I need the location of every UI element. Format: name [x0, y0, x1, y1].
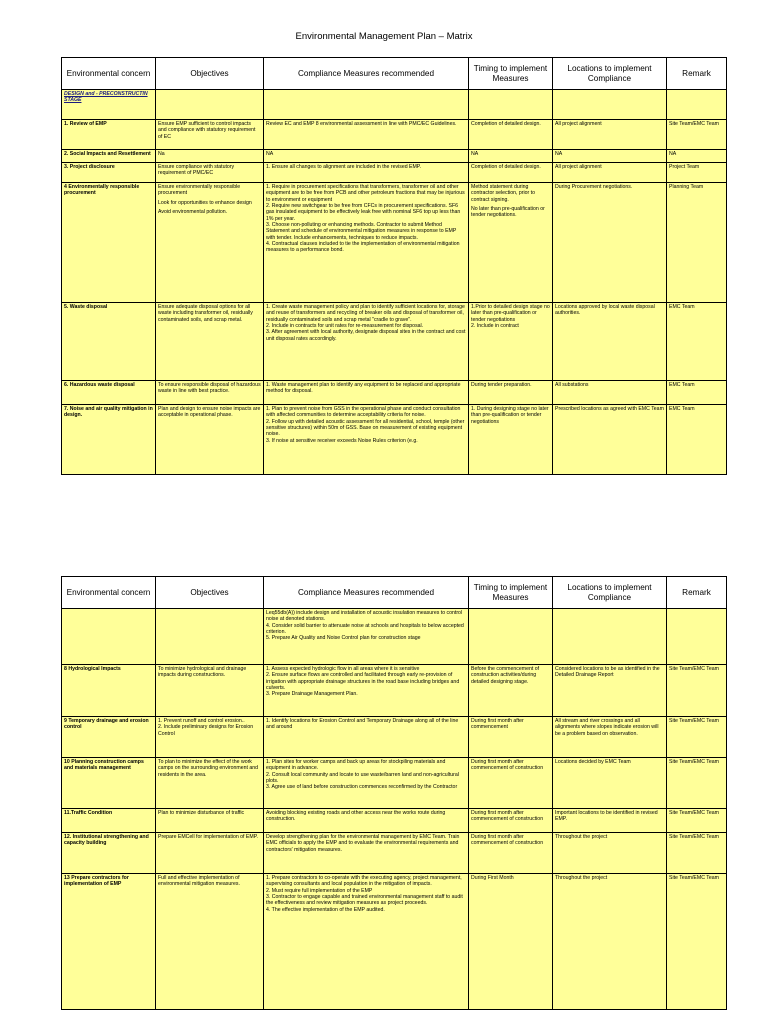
location-cell — [553, 717, 667, 758]
timing-cell — [469, 405, 553, 475]
timing-line: NA — [471, 151, 479, 157]
remark-line: EMC Team — [669, 382, 695, 388]
remark-cell — [667, 150, 727, 163]
measure-line: 4. Contractual clauses included to tie the implementation of environmental mitigation measures to a performance bond. — [266, 241, 460, 254]
location-line: All stream and river crossings and all alignments where slopes indicate erosion will be a problem based on observation. — [555, 718, 659, 737]
location-cell — [553, 874, 667, 1010]
objective-line: Plan to minimize disturbance of traffic — [158, 810, 245, 816]
objectives-cell — [156, 717, 264, 758]
objectives-cell — [156, 874, 264, 1010]
concern-cell: 8 Hydrological Impacts — [62, 665, 156, 717]
objective-line: 1. Prevent runoff and control erosion.. — [158, 718, 245, 724]
timing-cell — [469, 120, 553, 150]
remark-line: NA — [669, 151, 677, 157]
objectives-cell — [156, 381, 264, 405]
continued-measure-line: 4. Consider solid barrier to attenuate noise at schools and hospitals to below accepted criterion. — [266, 622, 464, 636]
header-objectives: Objectives — [156, 58, 264, 90]
concern-cell: 12. Institutional strengthening and capacity building — [62, 833, 156, 874]
remark-cell — [667, 758, 727, 809]
measures-cell — [264, 758, 469, 809]
measure-line: 3. Prepare Drainage Management Plan. — [266, 691, 358, 698]
objective-line: Ensure EMP sufficient to control impacts and compliance with statutory requirement of EC — [158, 121, 256, 140]
remark-cell — [667, 874, 727, 1010]
measure-line: 4. The effective implementation of the EMP audited. — [266, 906, 385, 913]
measures-cell — [264, 150, 469, 163]
remark-line: EMC Team — [669, 304, 695, 310]
measures-cell — [264, 833, 469, 874]
continued-measure-line: Leq55db(A)) include design and installation of acoustic insulation measures to control noise at denoted stations. — [266, 610, 463, 623]
objectives-cell — [156, 183, 264, 303]
objective-line: Ensure environmentally responsible procurement — [158, 184, 241, 197]
objectives-cell — [156, 150, 264, 163]
remark-cell — [667, 303, 727, 381]
location-cell — [553, 665, 667, 717]
timing-cell — [469, 381, 553, 405]
measure-line: 2. Ensure surface flows are controlled and facilitated through early re-provision of irrigation with appropriate drainage structures in the road base including bridges and culverts. — [266, 672, 460, 692]
measure-line: 2. Follow up with detailed acoustic assessment for all residential, school, temple (other sensitive structures) within 50m of GSS. Base on measurement of existing equipment noise. — [266, 418, 465, 438]
remark-cell — [667, 809, 727, 833]
document-title: Environmental Management Plan – Matrix — [295, 31, 473, 42]
measures-cell — [264, 120, 469, 150]
header-concern: Environmental concern — [62, 577, 156, 609]
remark-cell — [667, 183, 727, 303]
table-row — [62, 665, 727, 717]
header-row — [62, 58, 727, 90]
continued-measures — [264, 609, 469, 665]
timing-line: During tender preparation. — [471, 382, 532, 388]
table-row — [62, 183, 727, 303]
location-cell — [553, 405, 667, 475]
concern-cell: 11.Traffic Condition — [62, 809, 156, 833]
location-line: During Procurement negotiations. — [555, 184, 633, 190]
table-row — [62, 303, 727, 381]
remark-cell — [667, 405, 727, 475]
remark-cell — [667, 833, 727, 874]
header-locations: Locations to implement Compliance — [553, 58, 667, 90]
location-line: All substations — [555, 382, 589, 388]
measure-line: 1. Plan sites for worker camps and back up areas for stockpiling materials and equipment in advance. — [266, 759, 446, 772]
table-row — [62, 833, 727, 874]
measure-line: 3. After agreement with local authority, designate disposal sites in the contract and cost unit disposal rates accordingly. — [266, 329, 466, 342]
concern-cell: 6. Hazardous waste disposal — [62, 381, 156, 405]
timing-line: No later than pre-qualification or tender negotiations. — [471, 206, 545, 219]
remark-line: Site Team/EMC Team — [669, 121, 719, 127]
timing-line: Before the commencement of construction activities/during detailed designing stage. — [471, 666, 540, 685]
objectives-cell — [156, 665, 264, 717]
location-cell — [553, 303, 667, 381]
table-row — [62, 381, 727, 405]
timing-cell — [469, 717, 553, 758]
objectives-cell — [156, 303, 264, 381]
location-line: Throughout the project — [555, 875, 608, 881]
remark-line: Site Team/EMC Team — [669, 759, 719, 765]
header-remark: Remark — [667, 577, 727, 609]
concern-cell: 2. Social Impacts and Resettlement — [62, 150, 156, 163]
remark-line: Site Team/EMC Team — [669, 718, 719, 724]
measures-cell — [264, 163, 469, 183]
measure-line: 3. Agree use of land before construction commences reconfirmed by the Contractor — [266, 784, 458, 791]
objective-line: Avoid environmental pollution. — [158, 209, 228, 216]
location-line: Prescribed locations as agreed with EMC Team — [555, 406, 664, 412]
location-cell — [553, 150, 667, 163]
remark-cell — [667, 381, 727, 405]
timing-line: 1.Prior to detailed design stage no later than pre-qualification or tender negotiations — [471, 304, 550, 323]
timing-line: 2. Include in contract — [471, 323, 519, 330]
timing-cell — [469, 809, 553, 833]
timing-cell — [469, 874, 553, 1010]
concern-cell: 4 Environmentally responsible procurement — [62, 183, 156, 303]
remark-line: Site Team/EMC Team — [669, 834, 719, 840]
measures-cell — [264, 665, 469, 717]
measure-line: 3. Contractor to engage capable and trained environmental management staff to audit the effectiveness and review mitigation measures as project proceeds. — [266, 894, 463, 907]
objectives-cell — [156, 120, 264, 150]
measure-line: NA — [266, 151, 274, 157]
objectives-cell — [156, 809, 264, 833]
location-cell — [553, 809, 667, 833]
timing-line: Method statement during contractor selection, prior to contract signing. — [471, 184, 536, 203]
timing-cell — [469, 163, 553, 183]
objectives-cell — [156, 163, 264, 183]
header-row — [62, 577, 727, 609]
continued-measure-line: 5. Prepare Air Quality and Noise Control plan for construction stage — [266, 635, 421, 642]
measure-line: Develop strengthening plan for the environmental management by EMC Team. Train EMC officials to apply the EMP and to evaluate the environmental requirements and contractors' mitigation measures. — [266, 834, 460, 853]
timing-line: During first month after commencement of construction — [471, 810, 544, 823]
measure-line: 1. Ensure all changes to alignment are included in the revised EMP. — [266, 164, 422, 170]
concern-cell: 3. Project disclosure — [62, 163, 156, 183]
measure-line: 3. Choose non-polluting or enhancing methods. Contractor to submit Method Statement and schedule of environmental mitigation measures in response to EMP with tender. Include enhancements, techniques to reduce impacts. — [266, 222, 457, 241]
remark-line: Site Team/EMC Team — [669, 875, 719, 881]
location-cell — [553, 833, 667, 874]
measure-line: 1. Waste management plan to identify any equipment to be replaced and appropriate method for disposal. — [266, 382, 461, 395]
header-measures: Compliance Measures recommended — [264, 58, 469, 90]
measure-line: 1. Plan to prevent noise from GSS in the operational phase and conduct consultation with affected communities to determine acceptability criteria for noise. — [266, 406, 461, 419]
objective-line: To minimize hydrological and drainage impacts during constructions. — [158, 666, 247, 679]
location-line: NA — [555, 151, 563, 157]
concern-cell: 1. Review of EMP — [62, 120, 156, 150]
location-line: Important locations to be identified in revised EMP. — [555, 810, 658, 823]
measures-cell — [264, 381, 469, 405]
timing-cell — [469, 758, 553, 809]
objectives-cell — [156, 833, 264, 874]
measure-line: 2. Include in contracts for unit rates for re-measurement for disposal. — [266, 323, 424, 330]
stage-label: DESIGN and - PRECONSTRUCTIN STAGE — [62, 90, 156, 120]
header-timing: Timing to implement Measures — [469, 58, 553, 90]
header-concern: Environmental concern — [62, 58, 156, 90]
measure-line: Review EC and EMP 8 environmental assessment in line with PMC/EC Guidelines. — [266, 121, 457, 127]
timing-cell — [469, 150, 553, 163]
location-cell — [553, 120, 667, 150]
measures-cell — [264, 405, 469, 475]
measure-line: 2. Must require full implementation of the EMP — [266, 887, 373, 894]
table-row — [62, 120, 727, 150]
timing-cell — [469, 303, 553, 381]
location-cell — [553, 381, 667, 405]
objective-line: To plan to minimize the effect of the work camps on the surrounding environment and residents in the area. — [158, 759, 259, 778]
concern-cell: 5. Waste disposal — [62, 303, 156, 381]
table-row — [62, 150, 727, 163]
remark-cell — [667, 163, 727, 183]
table-row — [62, 717, 727, 758]
measure-line: 3. If noise at sensitive receiver exceeds Noise Rules criterion (e.g. — [266, 437, 418, 444]
timing-line: During First Month — [471, 875, 514, 881]
emp-matrix-table-page2 — [61, 576, 727, 1010]
measures-cell — [264, 303, 469, 381]
timing-line: During first month after commencement of construction — [471, 834, 544, 847]
location-line: Considered locations to be as identified in the Detailed Drainage Report — [555, 666, 660, 679]
timing-cell — [469, 833, 553, 874]
emp-matrix-table-page1 — [61, 57, 727, 475]
objective-line: 2. Include preliminary designs for Erosion Control — [158, 724, 254, 737]
header-timing: Timing to implement Measures — [469, 577, 553, 609]
timing-cell — [469, 665, 553, 717]
location-line: Locations approved by local waste disposal authorities. — [555, 304, 655, 317]
measure-line: 2. Require new switchgear to be free from CFCs in procurement specifications. SF6 gas insulated equipment to be effectively leak free with nominal SF6 top up less than 1% per year. — [266, 203, 461, 222]
timing-line: During first month after commencement of construction — [471, 759, 544, 772]
table-row — [62, 809, 727, 833]
table-row — [62, 874, 727, 1010]
measures-cell — [264, 874, 469, 1010]
timing-line: During first month after commencement — [471, 718, 524, 731]
table-row — [62, 405, 727, 475]
measure-line: 1. Identify locations for Erosion Control and Temporary Drainage along all of the line and around — [266, 718, 459, 731]
remark-line: Site Team/EMC Team — [669, 810, 719, 816]
continuation-row — [62, 609, 727, 665]
location-cell — [553, 183, 667, 303]
objectives-cell — [156, 405, 264, 475]
timing-line: 1. During designing stage no later than pre-qualification or tender negotiations — [471, 406, 549, 425]
timing-cell — [469, 183, 553, 303]
objective-line: Ensure adequate disposal options for all waste including transformer oil, residually contaminated soils, and scrap metal. — [158, 304, 253, 323]
remark-cell — [667, 717, 727, 758]
table-row — [62, 758, 727, 809]
objective-line: Ensure compliance with statutory requirement of PMC/EC — [158, 164, 235, 177]
remark-line: Project Team — [669, 164, 700, 170]
measure-line: Avoiding blocking existing roads and other access near the works route during construction. — [266, 810, 446, 823]
header-measures: Compliance Measures recommended — [264, 577, 469, 609]
concern-cell: 7. Noise and air quality mitigation in design. — [62, 405, 156, 475]
remark-line: Site Team/EMC Team — [669, 666, 719, 672]
header-objectives: Objectives — [156, 577, 264, 609]
header-locations: Locations to implement Compliance — [553, 577, 667, 609]
location-cell — [553, 758, 667, 809]
objective-line: Plan and design to ensure noise impacts are acceptable in operational phase. — [158, 406, 261, 419]
location-line: All project alignment — [555, 121, 602, 127]
location-line: All project alignment — [555, 164, 602, 170]
remark-line: EMC Team — [669, 406, 695, 412]
measure-line: 2. Consult local community and locate to use waste/barren land and non-agricultural plots. — [266, 771, 459, 785]
location-cell — [553, 163, 667, 183]
objective-line: Full and effective implementation of environmental mitigation measures. — [158, 875, 240, 888]
header-remark: Remark — [667, 58, 727, 90]
measure-line: 1. Require in procurement specifications that transformers, transformer oil and other equipment are to be free from PCB and other petroleum fractions that may be injurious to environment or equipment — [266, 184, 465, 203]
stage-row — [62, 90, 727, 120]
concern-cell: 9 Temporary drainage and erosion control — [62, 717, 156, 758]
concern-cell: 10 Planning construction camps and materials management — [62, 758, 156, 809]
measures-cell — [264, 717, 469, 758]
timing-line: Completion of detailed design. — [471, 164, 541, 170]
measures-cell — [264, 183, 469, 303]
timing-line: Completion of detailed design. — [471, 121, 541, 127]
objective-line: Prepare EMCell for implementation of EMP. — [158, 834, 258, 840]
measure-line: 1. Prepare contractors to co-operate with the executing agency, project management, supervising consultants and local population in the mitigation of impacts. — [266, 875, 462, 888]
measures-cell — [264, 809, 469, 833]
measure-line: 1. Assess expected hydrologic flow in all areas where it is sensitive — [266, 666, 420, 672]
objective-line: Look for opportunities to enhance design — [158, 199, 252, 206]
location-line: Locations decided by EMC Team — [555, 759, 631, 765]
measure-line: 1. Create waste management policy and plan to identify sufficient locations for, storage and reuse of transformers and recycling of breaker oils and disposal of transformer oil, residually contaminated soils and scrap metal "cradle to grave". — [266, 304, 465, 323]
objective-line: Na — [158, 151, 165, 157]
remark-cell — [667, 665, 727, 717]
table-row — [62, 163, 727, 183]
concern-cell: 13 Prepare contractors for implementation of EMP — [62, 874, 156, 1010]
objective-line: To ensure responsible disposal of hazardous waste in line with best practice. — [158, 382, 261, 395]
remark-cell — [667, 120, 727, 150]
objectives-cell — [156, 758, 264, 809]
location-line: Throughout the project — [555, 834, 608, 840]
remark-line: Planning Team — [669, 184, 704, 190]
